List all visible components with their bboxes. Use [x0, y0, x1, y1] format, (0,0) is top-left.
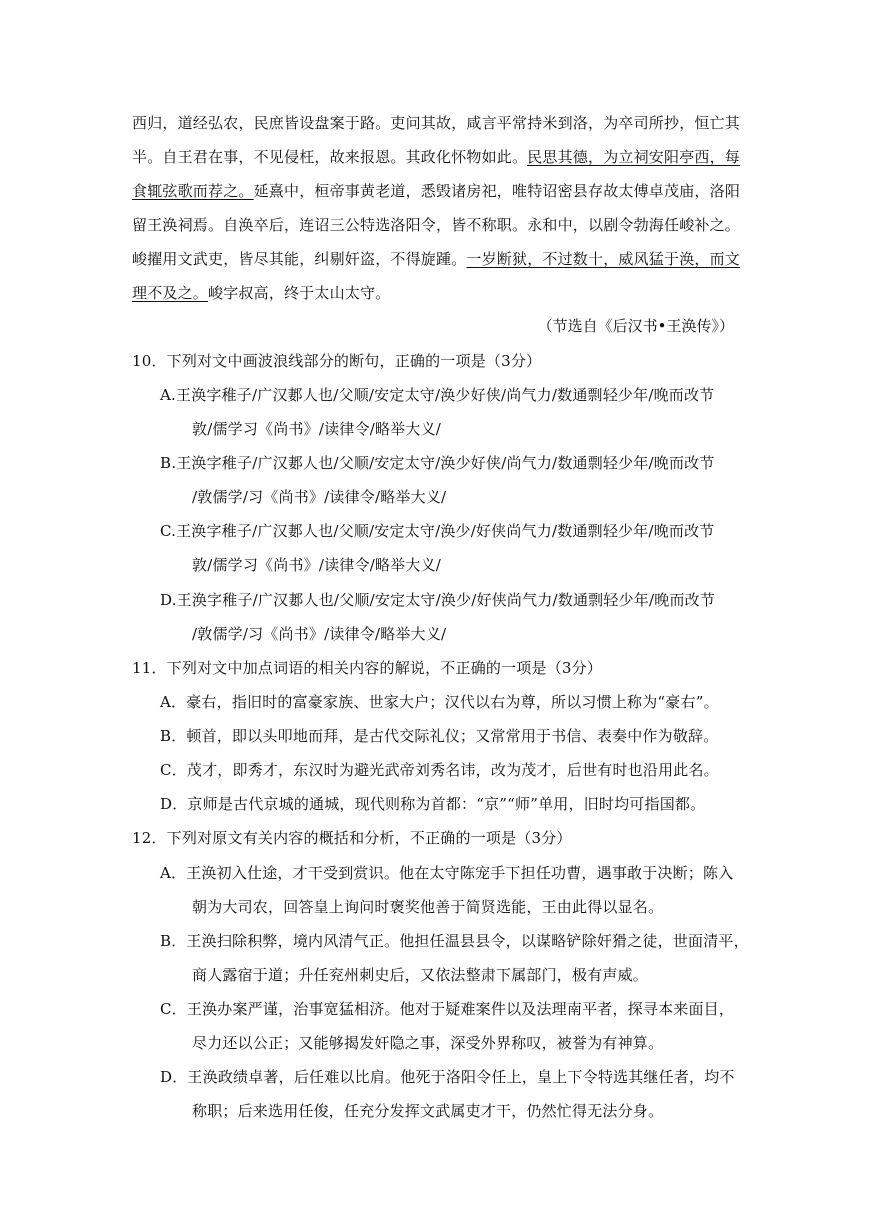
question-11-option-b: B．顿首，即以头叩地而拜，是古代交际礼仪；又常常用于书信、表奏中作为敬辞。 — [160, 727, 719, 745]
question-12-stem: 12．下列对原文有关内容的概括和分析，不正确的一项是（3分） — [132, 829, 572, 847]
question-11-option-d: D．京师是古代京城的通城，现代则称为首都：“京”“师”单用，旧时均可指国都。 — [160, 795, 706, 813]
passage-line-5 — [132, 249, 740, 269]
passage-text: 西归，道经弘农，民庶皆设盘案于路。吏问其故，咸言平常持米到洛，为卒司所抄，恒亡其 — [132, 114, 741, 132]
question-10-option-d-cont: /敦儒学/习《尚书》/读律令/略举大义/ — [192, 625, 447, 643]
question-12-option-a-cont: 朝为大司农，回答皇上询问时褒奖他善于简贤选能，王由此得以显名。 — [192, 898, 664, 916]
passage-text: 峻擢用文武吏，皆尽其能，纠剔奸盗，不得旋踵。 — [132, 250, 467, 268]
question-10-option-b: B.王涣字稚子/广汉郪人也/父顺/安定太守/涣少好侠/尚气力/数通剽轻少年/晚而改节 — [160, 454, 715, 472]
question-12-option-c: C．王涣办案严谨，治事宽猛相济。他对于疑难案件以及法理南平者，探寻本来面目， — [160, 1000, 735, 1018]
question-12-option-b: B．王涣扫除积弊，境内风清气正。他担任温县县令，以谋略铲除奸猾之徒，世面清平， — [160, 932, 749, 950]
underlined-sentence: 民思其德，为立祠安阳亭西，每 — [527, 148, 741, 166]
question-10-option-a: A.王涣字稚子/广汉郪人也/父顺/安定太守/涣少好侠/尚气力/数通剽轻少年/晚而改节 — [160, 386, 715, 404]
question-10-option-a-cont: 敦/儒学习《尚书》/读律令/略举大义/ — [192, 420, 442, 438]
question-10-option-c-cont: 敦/儒学习《尚书》/读律令/略举大义/ — [192, 556, 442, 574]
question-12-option-a: A．王涣初入仕途，才干受到赏识。他在太守陈宠手下担任功曹，遇事敢于决断；陈入 — [160, 864, 734, 882]
question-12-option-d: D．王涣政绩卓著，后任难以比肩。他死于洛阳令任上，皇上下令特选其继任者，均不 — [160, 1068, 735, 1086]
question-12-option-d-cont: 称职；后来选用任俊，任充分发挥文武属吏才干，仍然忙得无法分身。 — [192, 1102, 664, 1120]
passage-source: （节选自《后汉书•王涣传》） — [537, 317, 734, 335]
question-10-option-d: D.王涣字稚子/广汉郪人也/父顺/安定太守/涣少/好侠尚气力/数通剽轻少年/晚而改节 — [160, 591, 716, 609]
passage-text: 半。自王君在事，不见侵枉，故来报恩。其政化怀物如此。 — [132, 148, 528, 166]
passage-text: 延熹中，桓帝事黄老道，悉毁诸房祀，唯特诏密县存故太傅卓茂庙，洛阳 — [253, 182, 741, 200]
underlined-sentence: 食辄弦歌而荐之。 — [132, 182, 254, 200]
passage-line-4 — [132, 215, 740, 235]
passage-text: 留王涣祠焉。自涣卒后，连诏三公特选洛阳令，皆不称职。永和中，以剧令勃海任峻补之。 — [132, 216, 741, 234]
question-12-option-b-cont: 商人露宿于道；升任兖州刺史后，又依法整肃下属部门，极有声威。 — [192, 966, 649, 984]
question-11-stem: 11．下列对文中加点词语的相关内容的解说，不正确的一项是（3分） — [132, 659, 603, 677]
underlined-sentence: 理不及之。 — [132, 284, 209, 302]
question-10-stem: 10．下列对文中画波浪线部分的断句，正确的一项是（3分） — [132, 352, 542, 370]
question-10-option-c: C.王涣字稚子/广汉郪人也/父顺/安定太守/涣少/好侠尚气力/数通剽轻少年/晚而改节 — [160, 522, 715, 540]
passage-line-2 — [132, 147, 740, 167]
passage-line-3 — [132, 181, 740, 201]
question-10-option-b-cont: /敦儒学/习《尚书》/读律令/略举大义/ — [192, 488, 447, 506]
passage-line-6 — [132, 283, 390, 303]
passage-line-1 — [132, 113, 740, 133]
underlined-sentence: 一岁断狱，不过数十，威风猛于涣，而文 — [466, 250, 741, 268]
question-11-option-a: A．豪右，指旧时的富豪家族、世家大户；汉代以右为尊，所以习惯上称为“豪右”。 — [160, 693, 719, 711]
question-12-option-c-cont: 尽力还以公正；又能够揭发奸隐之事，深受外界称叹，被誉为有神算。 — [192, 1034, 664, 1052]
question-11-option-c: C．茂才，即秀才，东汉时为避光武帝刘秀名讳，改为茂才，后世有时也沿用此名。 — [160, 761, 719, 779]
passage-text: 峻字叔高，终于太山太守。 — [208, 284, 391, 302]
